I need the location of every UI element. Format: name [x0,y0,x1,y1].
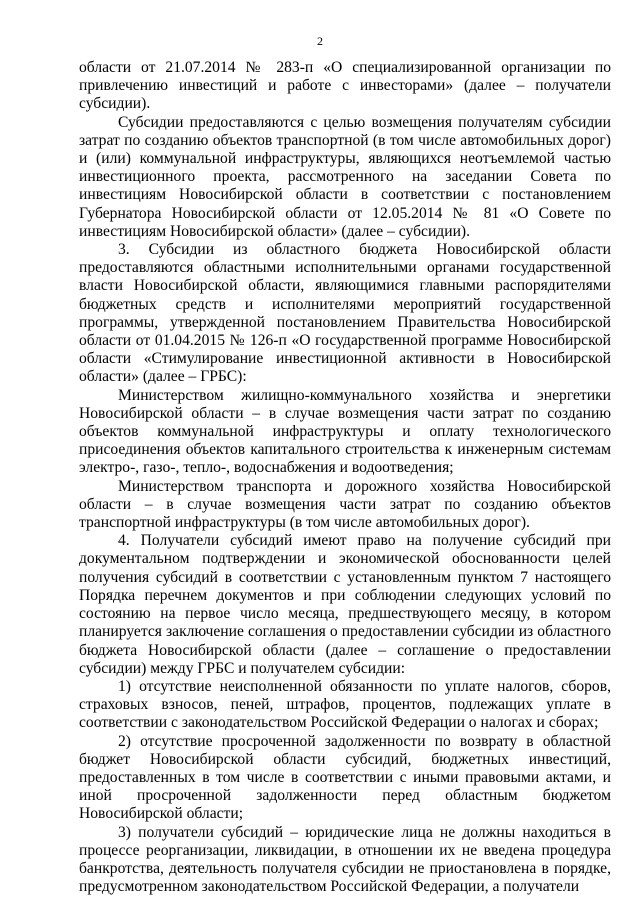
document-body [79,59,611,896]
paragraph: 3. Субсидии из областного бюджета Новосибирской области предоставляются областными исполнительными органами государственной власти Новосибирской области, являющимися главными распорядителями бюджетных средств и исполнителями мероприятий государственной программы, утвержденной постановлением Правительства Новосибирской области от 01.04.2015 № 126-п «О государственной программе Новосибирской области «Стимулирование инвестиционной активности в Новосибирской области» (далее – ГРБС): [79,241,611,386]
paragraph: Министерством жилищно-коммунального хозяйства и энергетики Новосибирской области – в случае возмещения части затрат по созданию объектов коммунальной инфраструктуры и оплату технологического присоединения объектов капитального строительства к инженерным системам электро-, газо-, тепло-, водоснабжения и водоотведения; [79,386,611,477]
paragraph: области от 21.07.2014 № 283-п «О специализированной организации по привлечению инвестиций и работе с инвесторами» (далее – получатели субсидии). [79,59,611,113]
page-number: 2 [317,34,323,48]
paragraph: 4. Получатели субсидий имеют право на получение субсидий при документальном подтверждении и экономической обоснованности целей получения субсидий в соответствии с установленным пунктом 7 настоящего Порядка перечнем документов и при соблюдении следующих условий по состоянию на первое число месяца, предшествующего месяцу, в котором планируется заключение соглашения о предоставлении субсидии из областного бюджета Новосибирской области (далее – соглашение о предоставлении субсидии) между ГРБС и получателем субсидии: [79,532,611,677]
paragraph: Субсидии предоставляются с целью возмещения получателям субсидии затрат по созданию объектов транспортной (в том числе автомобильных дорог) и (или) коммунальной инфраструктуры, являющихся неотъемлемой частью инвестиционного проекта, рассмотренного на заседании Совета по инвестициям Новосибирской области в соответствии с постановлением Губернатора Новосибирской области от 12.05.2014 № 81 «О Совете по инвестициям Новосибирской области» (далее – субсидии). [79,113,611,240]
paragraph: 3) получатели субсидий – юридические лица не должны находиться в процессе реорганизации, ликвидации, в отношении их не введена процедура банкротства, деятельность получателя субсидии не приостановлена в порядке, предусмотренном законодательством Российской Федерации, а получатели [79,823,611,896]
paragraph: 1) отсутствие неисполненной обязанности по уплате налогов, сборов, страховых взносов, пеней, штрафов, процентов, подлежащих уплате в соответствии с законодательством Российской Федерации о налогах и сборах; [79,677,611,732]
paragraph: 2) отсутствие просроченной задолженности по возврату в областной бюджет Новосибирской области субсидий, бюджетных инвестиций, предоставленных в том числе в соответствии с иными правовыми актами, и иной просроченной задолженности перед областным бюджетом Новосибирской области; [79,732,611,823]
paragraph: Министерством транспорта и дорожного хозяйства Новосибирской области – в случае возмещения части затрат по созданию объектов транспортной инфраструктуры (в том числе автомобильных дорог). [79,477,611,532]
